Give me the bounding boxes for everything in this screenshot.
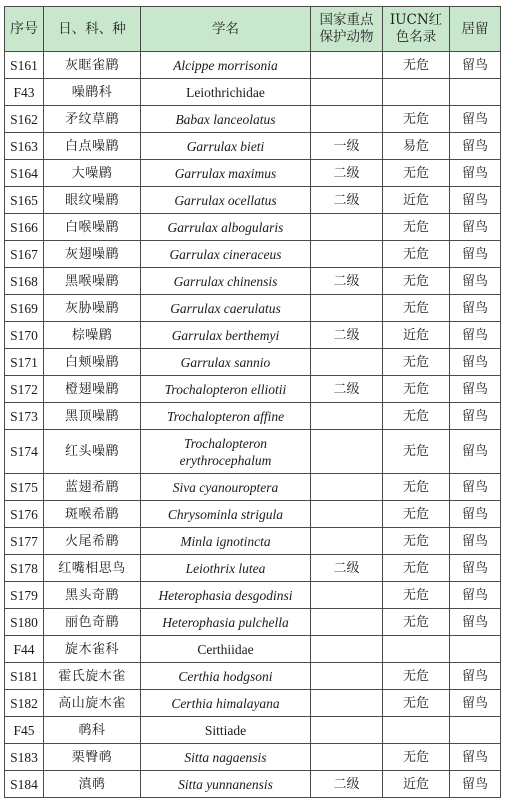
cell-no: S168 [5,268,44,295]
cell-protection [311,582,383,609]
cell-iucn: 无危 [383,690,450,717]
cell-name: 红头噪鹛 [44,430,141,474]
cell-no: S167 [5,241,44,268]
cell-resident: 留鸟 [450,106,501,133]
cell-name: 滇䴓 [44,771,141,798]
cell-no: S178 [5,555,44,582]
cell-name: 眼纹噪鹛 [44,187,141,214]
cell-protection [311,501,383,528]
table-row [5,528,501,555]
cell-resident: 留鸟 [450,52,501,79]
cell-name: 火尾希鹛 [44,528,141,555]
cell-resident: 留鸟 [450,744,501,771]
cell-iucn: 无危 [383,744,450,771]
cell-name: 棕噪鹛 [44,322,141,349]
cell-iucn: 无危 [383,160,450,187]
cell-protection [311,717,383,744]
cell-name: 噪鹛科 [44,79,141,106]
cell-name: 栗臀䴓 [44,744,141,771]
cell-name: 霍氏旋木雀 [44,663,141,690]
table-row [5,663,501,690]
cell-sci: Garrulax albogularis [141,214,311,241]
cell-iucn: 无危 [383,376,450,403]
cell-resident: 留鸟 [450,160,501,187]
cell-protection [311,52,383,79]
cell-resident: 留鸟 [450,268,501,295]
table-row [5,555,501,582]
cell-name: 白喉噪鹛 [44,214,141,241]
cell-sci: Sitta yunnanensis [141,771,311,798]
cell-protection [311,403,383,430]
cell-resident: 留鸟 [450,376,501,403]
table-row [5,160,501,187]
header-no: 序号 [5,7,44,52]
cell-resident: 留鸟 [450,187,501,214]
cell-name: 旋木雀科 [44,636,141,663]
cell-protection: 二级 [311,555,383,582]
cell-resident: 留鸟 [450,663,501,690]
cell-protection [311,663,383,690]
cell-resident [450,636,501,663]
cell-protection: 二级 [311,268,383,295]
cell-iucn: 易危 [383,133,450,160]
cell-no: S183 [5,744,44,771]
cell-sci: Leiothrix lutea [141,555,311,582]
table-row [5,322,501,349]
cell-sci: Alcippe morrisonia [141,52,311,79]
cell-iucn: 无危 [383,582,450,609]
header-protection [311,7,383,52]
cell-protection: 一级 [311,133,383,160]
table-row [5,106,501,133]
cell-protection: 二级 [311,187,383,214]
cell-protection [311,79,383,106]
cell-no: S175 [5,474,44,501]
cell-no: S181 [5,663,44,690]
cell-resident: 留鸟 [450,241,501,268]
cell-iucn: 无危 [383,106,450,133]
cell-no: S163 [5,133,44,160]
cell-iucn [383,79,450,106]
cell-sci: Garrulax sannio [141,349,311,376]
header-name: 日、科、种 [44,7,141,52]
cell-iucn: 无危 [383,52,450,79]
table-row [5,582,501,609]
cell-resident: 留鸟 [450,322,501,349]
cell-sci: Sitta nagaensis [141,744,311,771]
cell-sci: Sittiade [141,717,311,744]
cell-name: 灰胁噪鹛 [44,295,141,322]
cell-iucn [383,636,450,663]
cell-no: S169 [5,295,44,322]
cell-iucn: 无危 [383,663,450,690]
cell-resident: 留鸟 [450,214,501,241]
cell-no: S162 [5,106,44,133]
cell-resident: 留鸟 [450,133,501,160]
cell-name: 大噪鹛 [44,160,141,187]
table-row [5,214,501,241]
cell-iucn: 近危 [383,771,450,798]
cell-sci-line1: Trochalopteron [183,435,267,451]
cell-sci: Certhiidae [141,636,311,663]
header-iucn-line1: IUCN红 [389,12,443,28]
cell-no: S164 [5,160,44,187]
cell-no: S170 [5,322,44,349]
header-iucn-line2: 色名录 [395,29,437,45]
cell-protection [311,744,383,771]
cell-resident: 留鸟 [450,295,501,322]
cell-name: 橙翅噪鹛 [44,376,141,403]
cell-resident: 留鸟 [450,690,501,717]
cell-no: S180 [5,609,44,636]
cell-name: 斑喉希鹛 [44,501,141,528]
table-row [5,430,501,474]
cell-name: 灰眶雀鹛 [44,52,141,79]
cell-sci [141,430,311,474]
cell-protection [311,528,383,555]
cell-sci: Babax lanceolatus [141,106,311,133]
cell-no: S177 [5,528,44,555]
cell-resident: 留鸟 [450,430,501,474]
cell-name: 白颊噪鹛 [44,349,141,376]
cell-protection [311,295,383,322]
cell-name: 蓝翅希鹛 [44,474,141,501]
cell-iucn: 无危 [383,295,450,322]
cell-sci: Siva cyanouroptera [141,474,311,501]
cell-no: S176 [5,501,44,528]
cell-sci: Garrulax chinensis [141,268,311,295]
cell-no: S166 [5,214,44,241]
cell-no: S172 [5,376,44,403]
family-row [5,636,501,663]
cell-resident: 留鸟 [450,474,501,501]
cell-no: S174 [5,430,44,474]
cell-sci: Trochalopteron elliotii [141,376,311,403]
cell-name: 白点噪鹛 [44,133,141,160]
table-row [5,187,501,214]
cell-sci: Garrulax maximus [141,160,311,187]
table-row [5,744,501,771]
cell-protection [311,636,383,663]
table-row [5,349,501,376]
cell-protection: 二级 [311,160,383,187]
family-row [5,79,501,106]
cell-name: 黑头奇鹛 [44,582,141,609]
cell-iucn: 近危 [383,187,450,214]
header-sci: 学名 [141,7,311,52]
cell-resident: 留鸟 [450,501,501,528]
cell-name: 红嘴相思鸟 [44,555,141,582]
family-row [5,717,501,744]
table-row [5,771,501,798]
cell-protection: 二级 [311,771,383,798]
table-row [5,52,501,79]
cell-no: S171 [5,349,44,376]
cell-name: 矛纹草鹛 [44,106,141,133]
species-table [4,6,501,798]
cell-protection [311,609,383,636]
header-protection-line1: 国家重点 [319,12,374,28]
cell-sci-line2: erythrocephalum [179,452,272,468]
cell-no: S165 [5,187,44,214]
cell-protection [311,214,383,241]
cell-sci: Minla ignotincta [141,528,311,555]
cell-no: S179 [5,582,44,609]
cell-protection [311,690,383,717]
cell-resident [450,79,501,106]
cell-sci: Certhia himalayana [141,690,311,717]
table-row [5,133,501,160]
cell-no: S184 [5,771,44,798]
cell-sci: Garrulax cineraceus [141,241,311,268]
cell-sci: Garrulax bieti [141,133,311,160]
cell-resident: 留鸟 [450,528,501,555]
cell-protection [311,241,383,268]
cell-iucn: 无危 [383,609,450,636]
cell-no: S182 [5,690,44,717]
cell-name: 黑喉噪鹛 [44,268,141,295]
cell-name: 灰翅噪鹛 [44,241,141,268]
cell-iucn: 无危 [383,349,450,376]
table-row [5,376,501,403]
header-iucn [383,7,450,52]
cell-iucn: 无危 [383,430,450,474]
cell-sci: Heterophasia desgodinsi [141,582,311,609]
table-row [5,474,501,501]
cell-iucn: 无危 [383,268,450,295]
cell-protection [311,430,383,474]
cell-sci: Garrulax ocellatus [141,187,311,214]
cell-resident: 留鸟 [450,349,501,376]
cell-no: S173 [5,403,44,430]
cell-protection [311,349,383,376]
cell-sci: Garrulax caerulatus [141,295,311,322]
cell-iucn: 无危 [383,528,450,555]
table-row [5,609,501,636]
cell-sci: Heterophasia pulchella [141,609,311,636]
table-row [5,295,501,322]
cell-protection [311,106,383,133]
cell-sci: Garrulax berthemyi [141,322,311,349]
cell-iucn: 无危 [383,403,450,430]
header-resident: 居留 [450,7,501,52]
cell-name: 䴓科 [44,717,141,744]
cell-iucn: 无危 [383,214,450,241]
cell-no: F43 [5,79,44,106]
cell-name: 高山旋木雀 [44,690,141,717]
cell-protection [311,474,383,501]
cell-iucn: 近危 [383,322,450,349]
table-row [5,403,501,430]
cell-resident: 留鸟 [450,609,501,636]
cell-resident: 留鸟 [450,582,501,609]
cell-resident [450,717,501,744]
cell-resident: 留鸟 [450,403,501,430]
cell-sci: Certhia hodgsoni [141,663,311,690]
cell-iucn: 无危 [383,555,450,582]
cell-sci: Leiothrichidae [141,79,311,106]
table-row [5,501,501,528]
cell-resident: 留鸟 [450,771,501,798]
table-row [5,690,501,717]
cell-name: 黑顶噪鹛 [44,403,141,430]
cell-name: 丽色奇鹛 [44,609,141,636]
cell-iucn [383,717,450,744]
cell-protection: 二级 [311,322,383,349]
table-header [5,7,501,52]
cell-no: F45 [5,717,44,744]
cell-iucn: 无危 [383,241,450,268]
cell-no: F44 [5,636,44,663]
cell-sci: Trochalopteron affine [141,403,311,430]
table-row [5,241,501,268]
cell-resident: 留鸟 [450,555,501,582]
cell-iucn: 无危 [383,474,450,501]
cell-iucn: 无危 [383,501,450,528]
cell-sci: Chrysominla strigula [141,501,311,528]
table-row [5,268,501,295]
cell-protection: 二级 [311,376,383,403]
header-protection-line2: 保护动物 [319,29,374,45]
cell-no: S161 [5,52,44,79]
table-body [5,52,501,798]
